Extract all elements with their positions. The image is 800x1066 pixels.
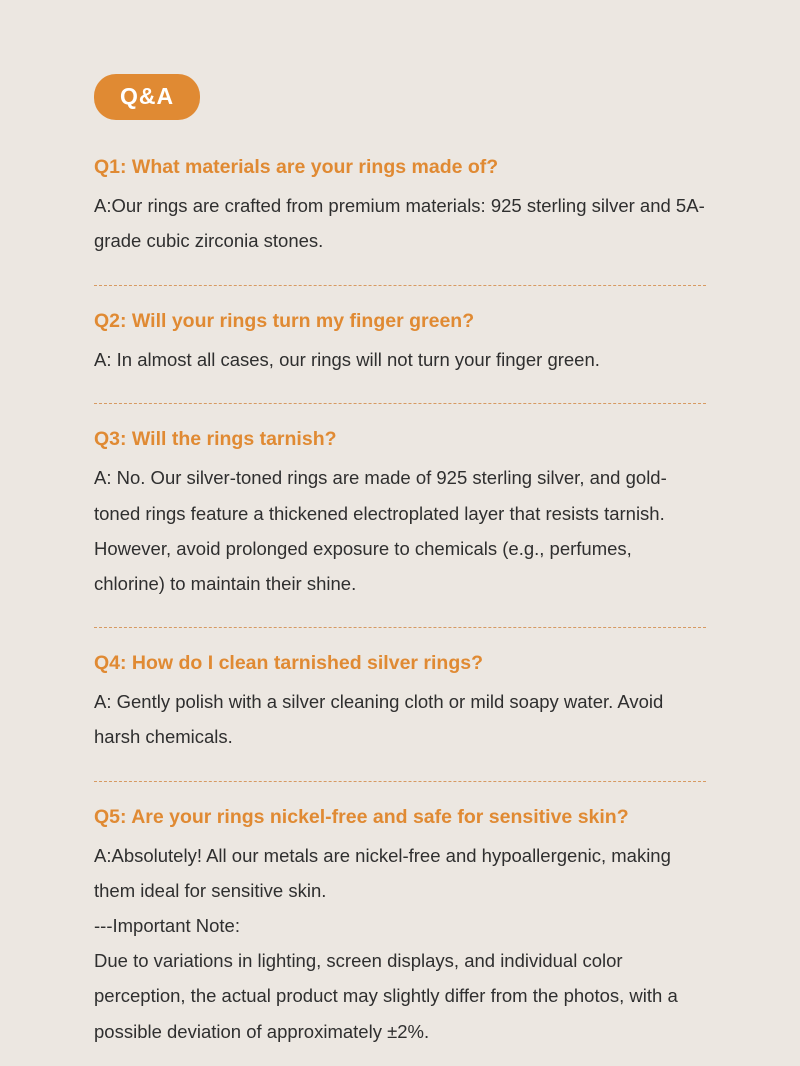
divider — [94, 627, 706, 628]
faq-answer: A: In almost all cases, our rings will not turn your finger green. — [94, 348, 600, 370]
faq-question: Q5: Are your rings nickel-free and safe for sensitive skin? — [94, 805, 629, 828]
faq-question: Q4: How do I clean tarnished silver rings? — [94, 651, 484, 674]
important-note-heading: ---Important Note: — [94, 915, 240, 937]
faq-list — [94, 154, 706, 1053]
faq-item-2 — [94, 308, 706, 381]
divider — [94, 781, 706, 782]
faq-item-1 — [94, 154, 706, 263]
faq-answer: A: Gently polish with a silver cleaning cloth or mild soapy water. Avoid harsh chemicals. — [94, 691, 664, 748]
faq-question: Q3: Will the rings tarnish? — [94, 428, 337, 451]
important-note-body: Due to variations in lighting, screen displays, and individual color perception, the actual product may slightly differ from the photos, with a possible deviation of approximately ±2%. — [94, 950, 678, 1042]
faq-answer: A:Absolutely! All our metals are nickel-free and hypoallergenic, making them ideal for sensitive skin. — [94, 844, 671, 901]
faq-question: Q2: Will your rings turn my finger green? — [94, 309, 475, 332]
faq-item-4 — [94, 650, 706, 759]
faq-item-3 — [94, 426, 706, 605]
divider — [94, 285, 706, 286]
qa-badge: Q&A — [94, 74, 200, 120]
faq-answer: A:Our rings are crafted from premium materials: 925 sterling silver and 5A-grade cubic zirconia stones. — [94, 195, 705, 252]
faq-answer: A: No. Our silver-toned rings are made of 925 sterling silver, and gold-toned rings feature a thickened electroplated layer that resists tarnish. However, avoid prolonged exposure to chemicals (e.g., perfumes, chlorine) to maintain their shine. — [94, 467, 667, 594]
faq-question: Q1: What materials are your rings made of? — [94, 156, 499, 178]
faq-item-5 — [94, 804, 706, 1053]
divider — [94, 403, 706, 404]
